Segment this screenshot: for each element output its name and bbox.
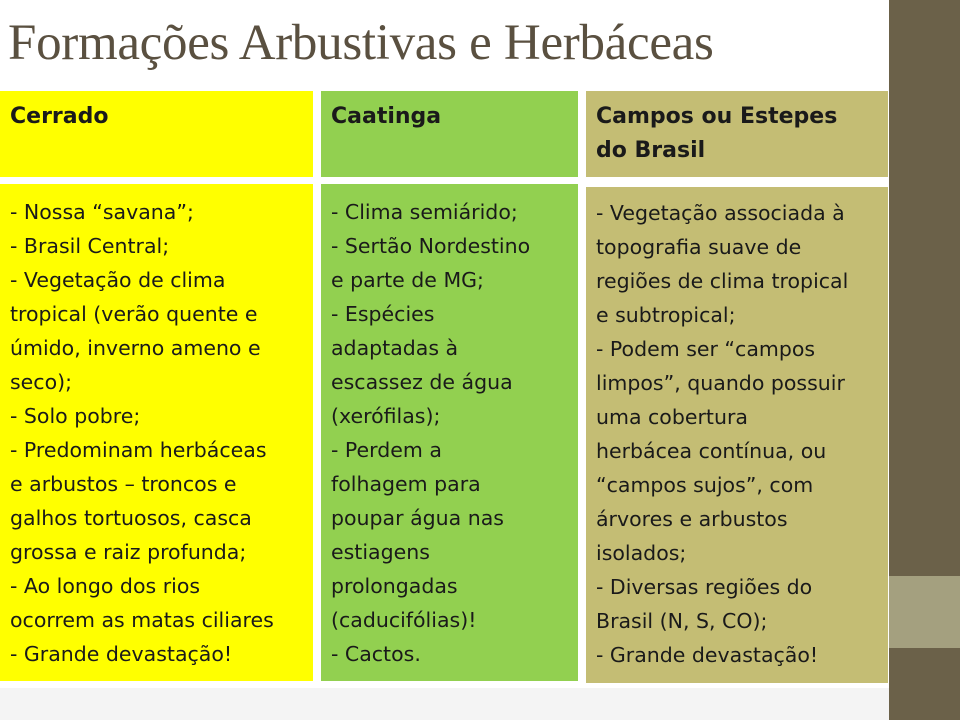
cerrado-line: úmido, inverno ameno e xyxy=(10,336,261,360)
cerrado-line: tropical (verão quente e xyxy=(10,302,258,326)
cerrado-line: e arbustos – troncos e xyxy=(10,472,237,496)
caatinga-line: prolongadas xyxy=(331,574,458,598)
caatinga-line: escassez de água xyxy=(331,370,513,394)
caatinga-line: poupar água nas xyxy=(331,506,504,530)
cerrado-line: seco); xyxy=(10,370,73,394)
cerrado-line: galhos tortuosos, casca xyxy=(10,506,252,530)
caatinga-line: estiagens xyxy=(331,540,430,564)
caatinga-line: - Perdem a xyxy=(331,438,442,462)
caatinga-line: - Espécies xyxy=(331,302,435,326)
cerrado-line: - Brasil Central; xyxy=(10,234,170,258)
bottom-decoration-strip xyxy=(0,688,889,720)
caatinga-heading-box xyxy=(321,91,578,177)
cerrado-line: - Grande devastação! xyxy=(10,642,233,666)
cerrado-content-box xyxy=(0,184,313,681)
cerrado-line: - Nossa “savana”; xyxy=(10,200,194,224)
caatinga-line: adaptadas à xyxy=(331,336,459,360)
campos-line: topografia suave de xyxy=(596,235,802,259)
caatinga-line: folhagem para xyxy=(331,472,481,496)
campos-heading-box xyxy=(586,91,888,177)
campos-line: regiões de clima tropical xyxy=(596,269,849,293)
campos-line: - Grande devastação! xyxy=(596,643,819,667)
caatinga-content-box xyxy=(321,184,578,681)
campos-line: isolados; xyxy=(596,541,687,565)
cerrado-line: - Solo pobre; xyxy=(10,404,141,428)
cerrado-line: ocorrem as matas ciliares xyxy=(10,608,274,632)
campos-line: - Podem ser “campos xyxy=(596,337,816,361)
slide-title: Formações Arbustivas e Herbáceas xyxy=(8,15,714,71)
campos-line: limpos”, quando possuir xyxy=(596,371,845,395)
campos-content-box xyxy=(586,187,888,683)
caatinga-line: - Sertão Nordestino xyxy=(331,234,531,258)
side-decoration-accent xyxy=(889,576,960,648)
caatinga-heading: Caatinga xyxy=(331,104,442,129)
campos-heading-line: Campos ou Estepes xyxy=(596,104,838,129)
campos-line: - Diversas regiões do xyxy=(596,575,813,599)
campos-line: árvores e arbustos xyxy=(596,507,788,531)
campos-line: Brasil (N, S, CO); xyxy=(596,609,768,633)
campos-line: herbácea contínua, ou xyxy=(596,439,827,463)
campos-line: “campos sujos”, com xyxy=(596,473,814,497)
caatinga-line: - Clima semiárido; xyxy=(331,200,518,224)
cerrado-line: - Ao longo dos rios xyxy=(10,574,201,598)
cerrado-line: - Vegetação de clima xyxy=(10,268,226,292)
caatinga-line: e parte de MG; xyxy=(331,268,484,292)
cerrado-heading-box xyxy=(0,91,313,177)
caatinga-line: (caducifólias)! xyxy=(331,608,477,632)
campos-heading-line: do Brasil xyxy=(596,138,706,163)
campos-line: uma cobertura xyxy=(596,405,748,429)
campos-line: - Vegetação associada à xyxy=(596,201,845,225)
cerrado-line: grossa e raiz profunda; xyxy=(10,540,247,564)
caatinga-line: - Cactos. xyxy=(331,642,421,666)
cerrado-line: - Predominam herbáceas xyxy=(10,438,267,462)
caatinga-line: (xerófilas); xyxy=(331,404,441,428)
campos-line: e subtropical; xyxy=(596,303,736,327)
cerrado-heading: Cerrado xyxy=(10,104,109,129)
